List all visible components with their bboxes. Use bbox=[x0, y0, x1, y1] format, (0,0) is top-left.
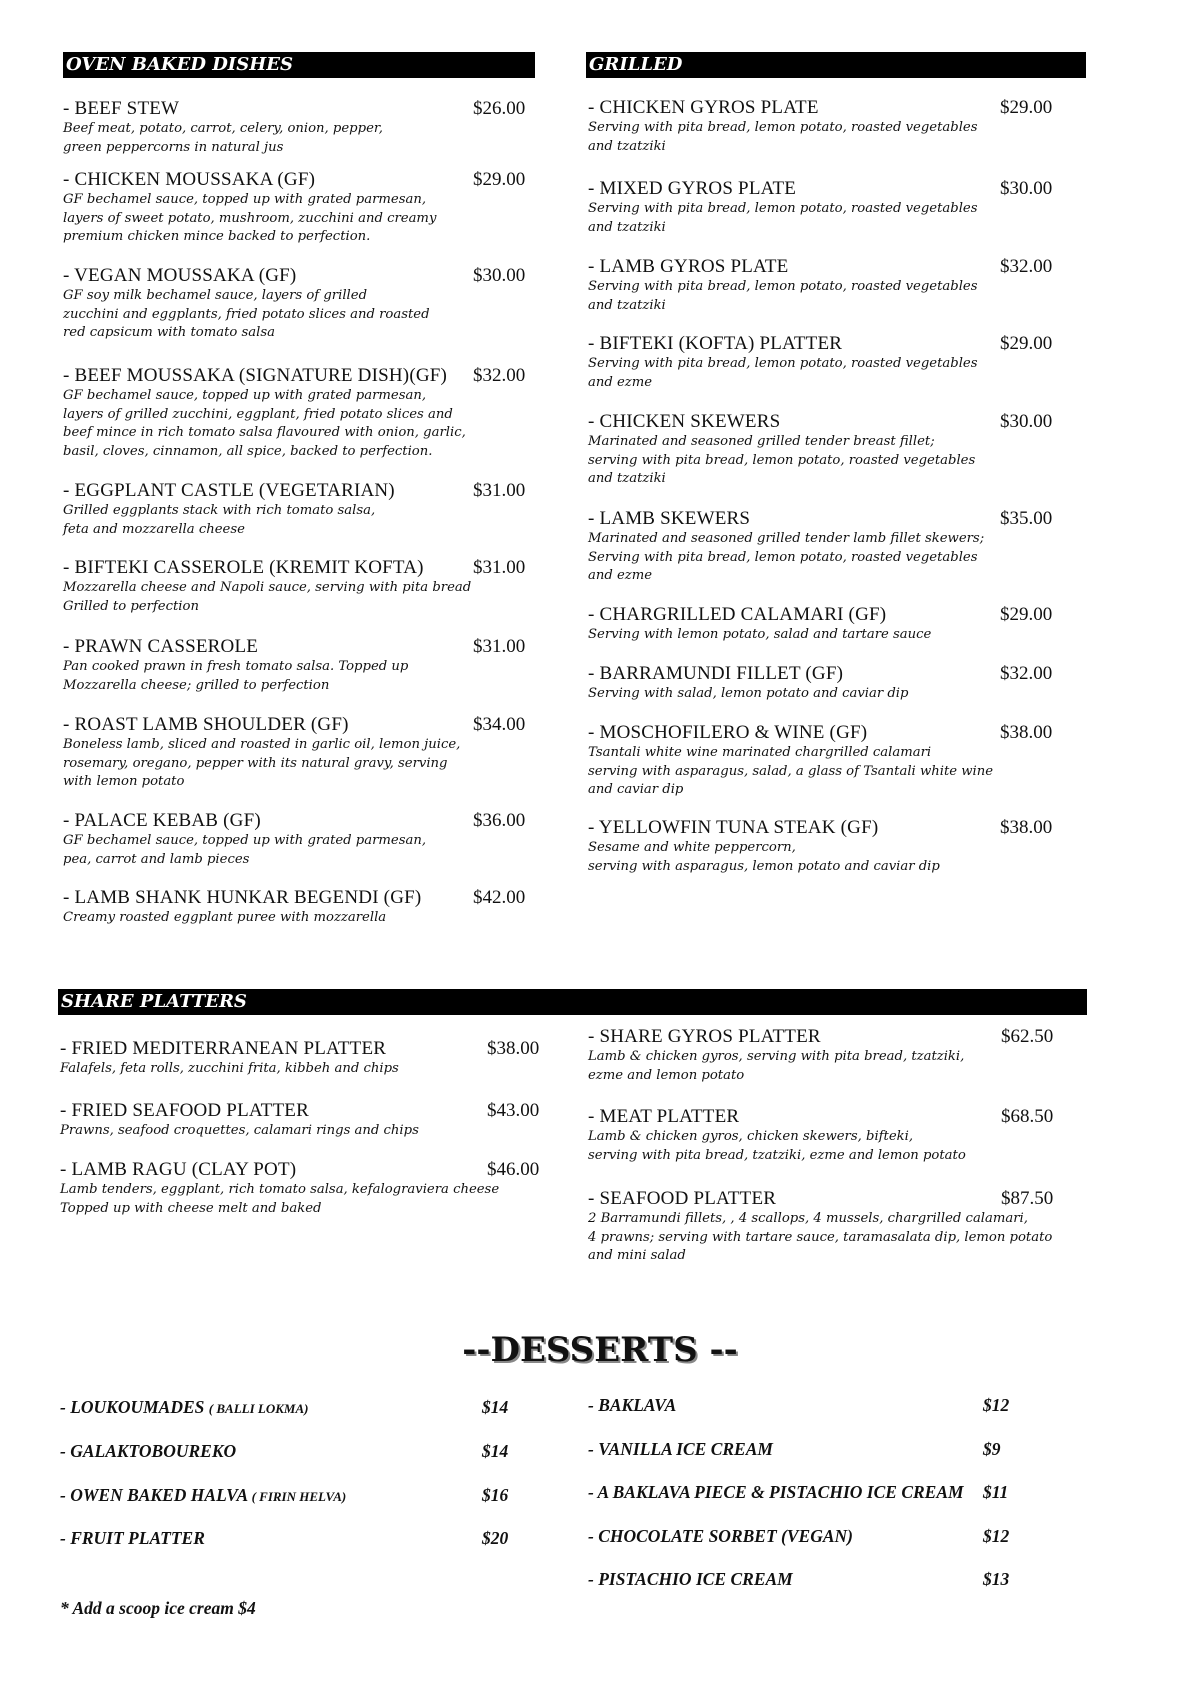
menu-item bbox=[60, 1100, 540, 1141]
dessert-price: $11 bbox=[983, 1482, 1009, 1502]
menu-item bbox=[588, 604, 1053, 645]
dessert-name: - BAKLAVA bbox=[588, 1395, 677, 1415]
menu-item bbox=[588, 1188, 1052, 1266]
dessert-name: - PISTACHIO ICE CREAM bbox=[588, 1569, 793, 1589]
dessert-item bbox=[588, 1481, 1009, 1503]
item-name: - FRIED SEAFOOD PLATTER bbox=[60, 1100, 309, 1121]
item-name: - CHICKEN MOUSSAKA (GF) bbox=[63, 169, 316, 190]
menu-item bbox=[588, 817, 1053, 876]
menu-item bbox=[63, 365, 526, 461]
share-platters-header: SHARE PLATTERS bbox=[58, 989, 1087, 1015]
item-name: - CHICKEN GYROS PLATE bbox=[588, 97, 819, 118]
menu-item bbox=[60, 1159, 540, 1218]
dessert-price: $12 bbox=[983, 1395, 1010, 1415]
dessert-name: - VANILLA ICE CREAM bbox=[588, 1439, 773, 1459]
item-price: $32.00 bbox=[1000, 256, 1053, 277]
item-description: GF bechamel sauce, topped up with grated parmesan, layers of sweet potato, mushroom, zucchini and creamy premium chicken mince backed to perfection. bbox=[63, 192, 437, 244]
dessert-price: $14 bbox=[482, 1397, 509, 1417]
item-description: Pan cooked prawn in fresh tomato salsa. Topped up Mozzarella cheese; grilled to perfection bbox=[63, 659, 409, 693]
item-description: GF soy milk bechamel sauce, layers of grilled zucchini and eggplants, fried potato slices and roasted red capsicum with tomato salsa bbox=[63, 288, 430, 340]
item-description: Mozzarella cheese and Napoli sauce, serving with pita bread Grilled to perfection bbox=[63, 580, 472, 614]
item-price: $29.00 bbox=[1000, 604, 1053, 625]
menu-item bbox=[60, 1038, 540, 1079]
item-description: GF bechamel sauce, topped up with grated parmesan, pea, carrot and lamb pieces bbox=[63, 833, 427, 867]
item-description: Serving with pita bread, lemon potato, roasted vegetables and tzatziki bbox=[588, 201, 978, 235]
item-description: Serving with pita bread, lemon potato, roasted vegetables and ezme bbox=[588, 356, 978, 390]
item-description: Serving with pita bread, lemon potato, roasted vegetables and tzatziki bbox=[588, 279, 978, 313]
dessert-note: * Add a scoop ice cream $4 bbox=[60, 1598, 256, 1618]
dessert-name: - OWEN BAKED HALVA bbox=[60, 1485, 252, 1505]
dessert-price: $16 bbox=[482, 1485, 509, 1505]
dessert-price: $14 bbox=[482, 1441, 509, 1461]
menu-item bbox=[588, 663, 1053, 704]
menu-item bbox=[588, 256, 1053, 315]
item-price: $87.50 bbox=[1001, 1188, 1054, 1209]
dessert-name: - LOUKOUMADES bbox=[60, 1397, 209, 1417]
item-name: - VEGAN MOUSSAKA (GF) bbox=[63, 265, 297, 286]
item-description: 2 Barramundi fillets, , 4 scallops, 4 mussels, chargrilled calamari, 4 prawns; serving with tartare sauce, taramasalata dip, lemon potato and mini salad bbox=[588, 1211, 1053, 1263]
item-price: $30.00 bbox=[1000, 411, 1053, 432]
dessert-item bbox=[60, 1440, 509, 1462]
menu-item bbox=[588, 722, 1053, 800]
item-description: Lamb tenders, eggplant, rich tomato salsa, kefalograviera cheese Topped up with cheese melt and baked bbox=[60, 1182, 500, 1216]
item-name: - LAMB SKEWERS bbox=[588, 508, 751, 529]
item-price: $32.00 bbox=[473, 365, 526, 386]
item-description: Lamb & chicken gyros, serving with pita bread, tzatziki, ezme and lemon potato bbox=[588, 1049, 965, 1083]
item-description: Prawns, seafood croquettes, calamari rings and chips bbox=[60, 1123, 419, 1138]
desserts-title: --DESSERTS -- bbox=[462, 1330, 738, 1370]
item-price: $38.00 bbox=[487, 1038, 540, 1059]
item-price: $32.00 bbox=[1000, 663, 1053, 684]
item-price: $68.50 bbox=[1001, 1106, 1054, 1127]
dessert-price: $13 bbox=[983, 1569, 1010, 1589]
item-description: Grilled eggplants stack with rich tomato salsa, feta and mozzarella cheese bbox=[63, 503, 376, 537]
item-name: - PRAWN CASSEROLE bbox=[63, 636, 259, 657]
item-name: - LAMB RAGU (CLAY POT) bbox=[60, 1159, 297, 1180]
item-name: - MIXED GYROS PLATE bbox=[588, 178, 797, 199]
item-price: $29.00 bbox=[473, 169, 526, 190]
item-description: Tsantali white wine marinated chargrilled calamari serving with asparagus, salad, a glass of Tsantali white wine and caviar dip bbox=[588, 745, 994, 797]
item-name: - BARRAMUNDI FILLET (GF) bbox=[588, 663, 844, 684]
item-name: - PALACE KEBAB (GF) bbox=[63, 810, 261, 831]
item-description: GF bechamel sauce, topped up with grated parmesan, layers of grilled zucchini, eggplant, fried potato slices and beef mince in rich tomato salsa flavoured with onion, garlic, basil, cloves, cinnamon, all spice, backed to perfection. bbox=[63, 388, 466, 459]
item-price: $31.00 bbox=[473, 480, 526, 501]
item-name: - SEAFOOD PLATTER bbox=[588, 1188, 777, 1209]
item-description: Lamb & chicken gyros, chicken skewers, bifteki, serving with pita bread, tzatziki, ezme and lemon potato bbox=[588, 1129, 966, 1163]
item-price: $62.50 bbox=[1001, 1026, 1054, 1047]
menu-item bbox=[588, 333, 1053, 392]
dessert-name: - CHOCOLATE SORBET (VEGAN) bbox=[588, 1526, 853, 1546]
item-description: Creamy roasted eggplant puree with mozzarella bbox=[63, 910, 387, 925]
item-name: - SHARE GYROS PLATTER bbox=[588, 1026, 821, 1047]
item-name: - BIFTEKI (KOFTA) PLATTER bbox=[588, 333, 843, 354]
item-description: Falafels, feta rolls, zucchini frita, kibbeh and chips bbox=[60, 1061, 399, 1076]
item-price: $43.00 bbox=[487, 1100, 540, 1121]
item-name: - BEEF STEW bbox=[63, 98, 180, 119]
grilled-header: GRILLED bbox=[586, 52, 1086, 78]
item-name: - MEAT PLATTER bbox=[588, 1106, 740, 1127]
menu-item bbox=[588, 178, 1053, 237]
item-price: $34.00 bbox=[473, 714, 526, 735]
item-price: $31.00 bbox=[473, 636, 526, 657]
menu-item bbox=[588, 1026, 1054, 1085]
item-name: - YELLOWFIN TUNA STEAK (GF) bbox=[588, 817, 879, 838]
menu-item bbox=[588, 97, 1053, 156]
menu-item bbox=[63, 810, 526, 869]
item-price: $38.00 bbox=[1000, 722, 1053, 743]
item-name: - LAMB GYROS PLATE bbox=[588, 256, 789, 277]
dessert-item bbox=[60, 1396, 509, 1420]
menu-item bbox=[63, 557, 526, 616]
dessert-name: - GALAKTOBOUREKO bbox=[60, 1441, 237, 1461]
item-name: - MOSCHOFILERO & WINE (GF) bbox=[588, 722, 868, 743]
item-description: Sesame and white peppercorn, serving with asparagus, lemon potato and caviar dip bbox=[588, 840, 940, 874]
item-name: - BEEF MOUSSAKA (SIGNATURE DISH)(GF) bbox=[63, 365, 448, 386]
item-name: - CHICKEN SKEWERS bbox=[588, 411, 781, 432]
dessert-name: - A BAKLAVA PIECE & PISTACHIO ICE CREAM bbox=[588, 1482, 964, 1502]
item-name: - CHARGRILLED CALAMARI (GF) bbox=[588, 604, 887, 625]
item-description: Serving with salad, lemon potato and caviar dip bbox=[588, 686, 909, 701]
dessert-price: $12 bbox=[983, 1526, 1010, 1546]
item-price: $30.00 bbox=[1000, 178, 1053, 199]
oven-baked-header: OVEN BAKED DISHES bbox=[63, 52, 535, 78]
dessert-item bbox=[588, 1568, 1010, 1590]
item-price: $29.00 bbox=[1000, 333, 1053, 354]
item-price: $36.00 bbox=[473, 810, 526, 831]
menu-item bbox=[588, 411, 1053, 489]
item-description: Marinated and seasoned grilled tender lamb fillet skewers; Serving with pita bread, lemon potato, roasted vegetables and ezme bbox=[588, 531, 985, 583]
item-description: Serving with pita bread, lemon potato, roasted vegetables and tzatziki bbox=[588, 120, 978, 154]
menu-item bbox=[63, 169, 526, 247]
item-price: $26.00 bbox=[473, 98, 526, 119]
dessert-subname: ( BALLI LOKMA) bbox=[208, 1401, 309, 1416]
dessert-subname: ( FIRIN HELVA) bbox=[251, 1489, 347, 1504]
item-description: Beef meat, potato, carrot, celery, onion, pepper, green peppercorns in natural jus bbox=[63, 121, 383, 155]
item-price: $38.00 bbox=[1000, 817, 1053, 838]
menu-item bbox=[63, 714, 526, 792]
item-price: $42.00 bbox=[473, 887, 526, 908]
item-price: $31.00 bbox=[473, 557, 526, 578]
menu-item bbox=[588, 508, 1053, 586]
dessert-price: $20 bbox=[482, 1528, 509, 1548]
menu-item bbox=[63, 636, 526, 695]
dessert-price: $9 bbox=[983, 1439, 1001, 1459]
item-name: - FRIED MEDITERRANEAN PLATTER bbox=[60, 1038, 387, 1059]
item-price: $29.00 bbox=[1000, 97, 1053, 118]
item-description: Boneless lamb, sliced and roasted in garlic oil, lemon juice, rosemary, oregano, pepper with its natural gravy, serving with lemon potato bbox=[63, 737, 461, 789]
menu-item bbox=[588, 1106, 1054, 1165]
item-name: - BIFTEKI CASSEROLE (KREMIT KOFTA) bbox=[63, 557, 424, 578]
item-price: $35.00 bbox=[1000, 508, 1053, 529]
dessert-item bbox=[588, 1394, 1010, 1416]
dessert-item bbox=[588, 1438, 1001, 1460]
item-description: Serving with lemon potato, salad and tartare sauce bbox=[588, 627, 932, 642]
item-price: $30.00 bbox=[473, 265, 526, 286]
menu-item bbox=[63, 887, 526, 928]
dessert-item bbox=[60, 1527, 509, 1549]
dessert-item bbox=[588, 1525, 1010, 1547]
item-name: - EGGPLANT CASTLE (VEGETARIAN) bbox=[63, 480, 395, 501]
menu-item bbox=[63, 480, 526, 539]
dessert-name: - FRUIT PLATTER bbox=[60, 1528, 205, 1548]
item-name: - LAMB SHANK HUNKAR BEGENDI (GF) bbox=[63, 887, 422, 908]
item-name: - ROAST LAMB SHOULDER (GF) bbox=[63, 714, 349, 735]
item-description: Marinated and seasoned grilled tender breast fillet; serving with pita bread, lemon potato, roasted vegetables and tzatziki bbox=[588, 434, 976, 486]
item-price: $46.00 bbox=[487, 1159, 540, 1180]
menu-item bbox=[63, 265, 526, 343]
dessert-item bbox=[60, 1484, 509, 1508]
menu-item bbox=[63, 98, 526, 157]
